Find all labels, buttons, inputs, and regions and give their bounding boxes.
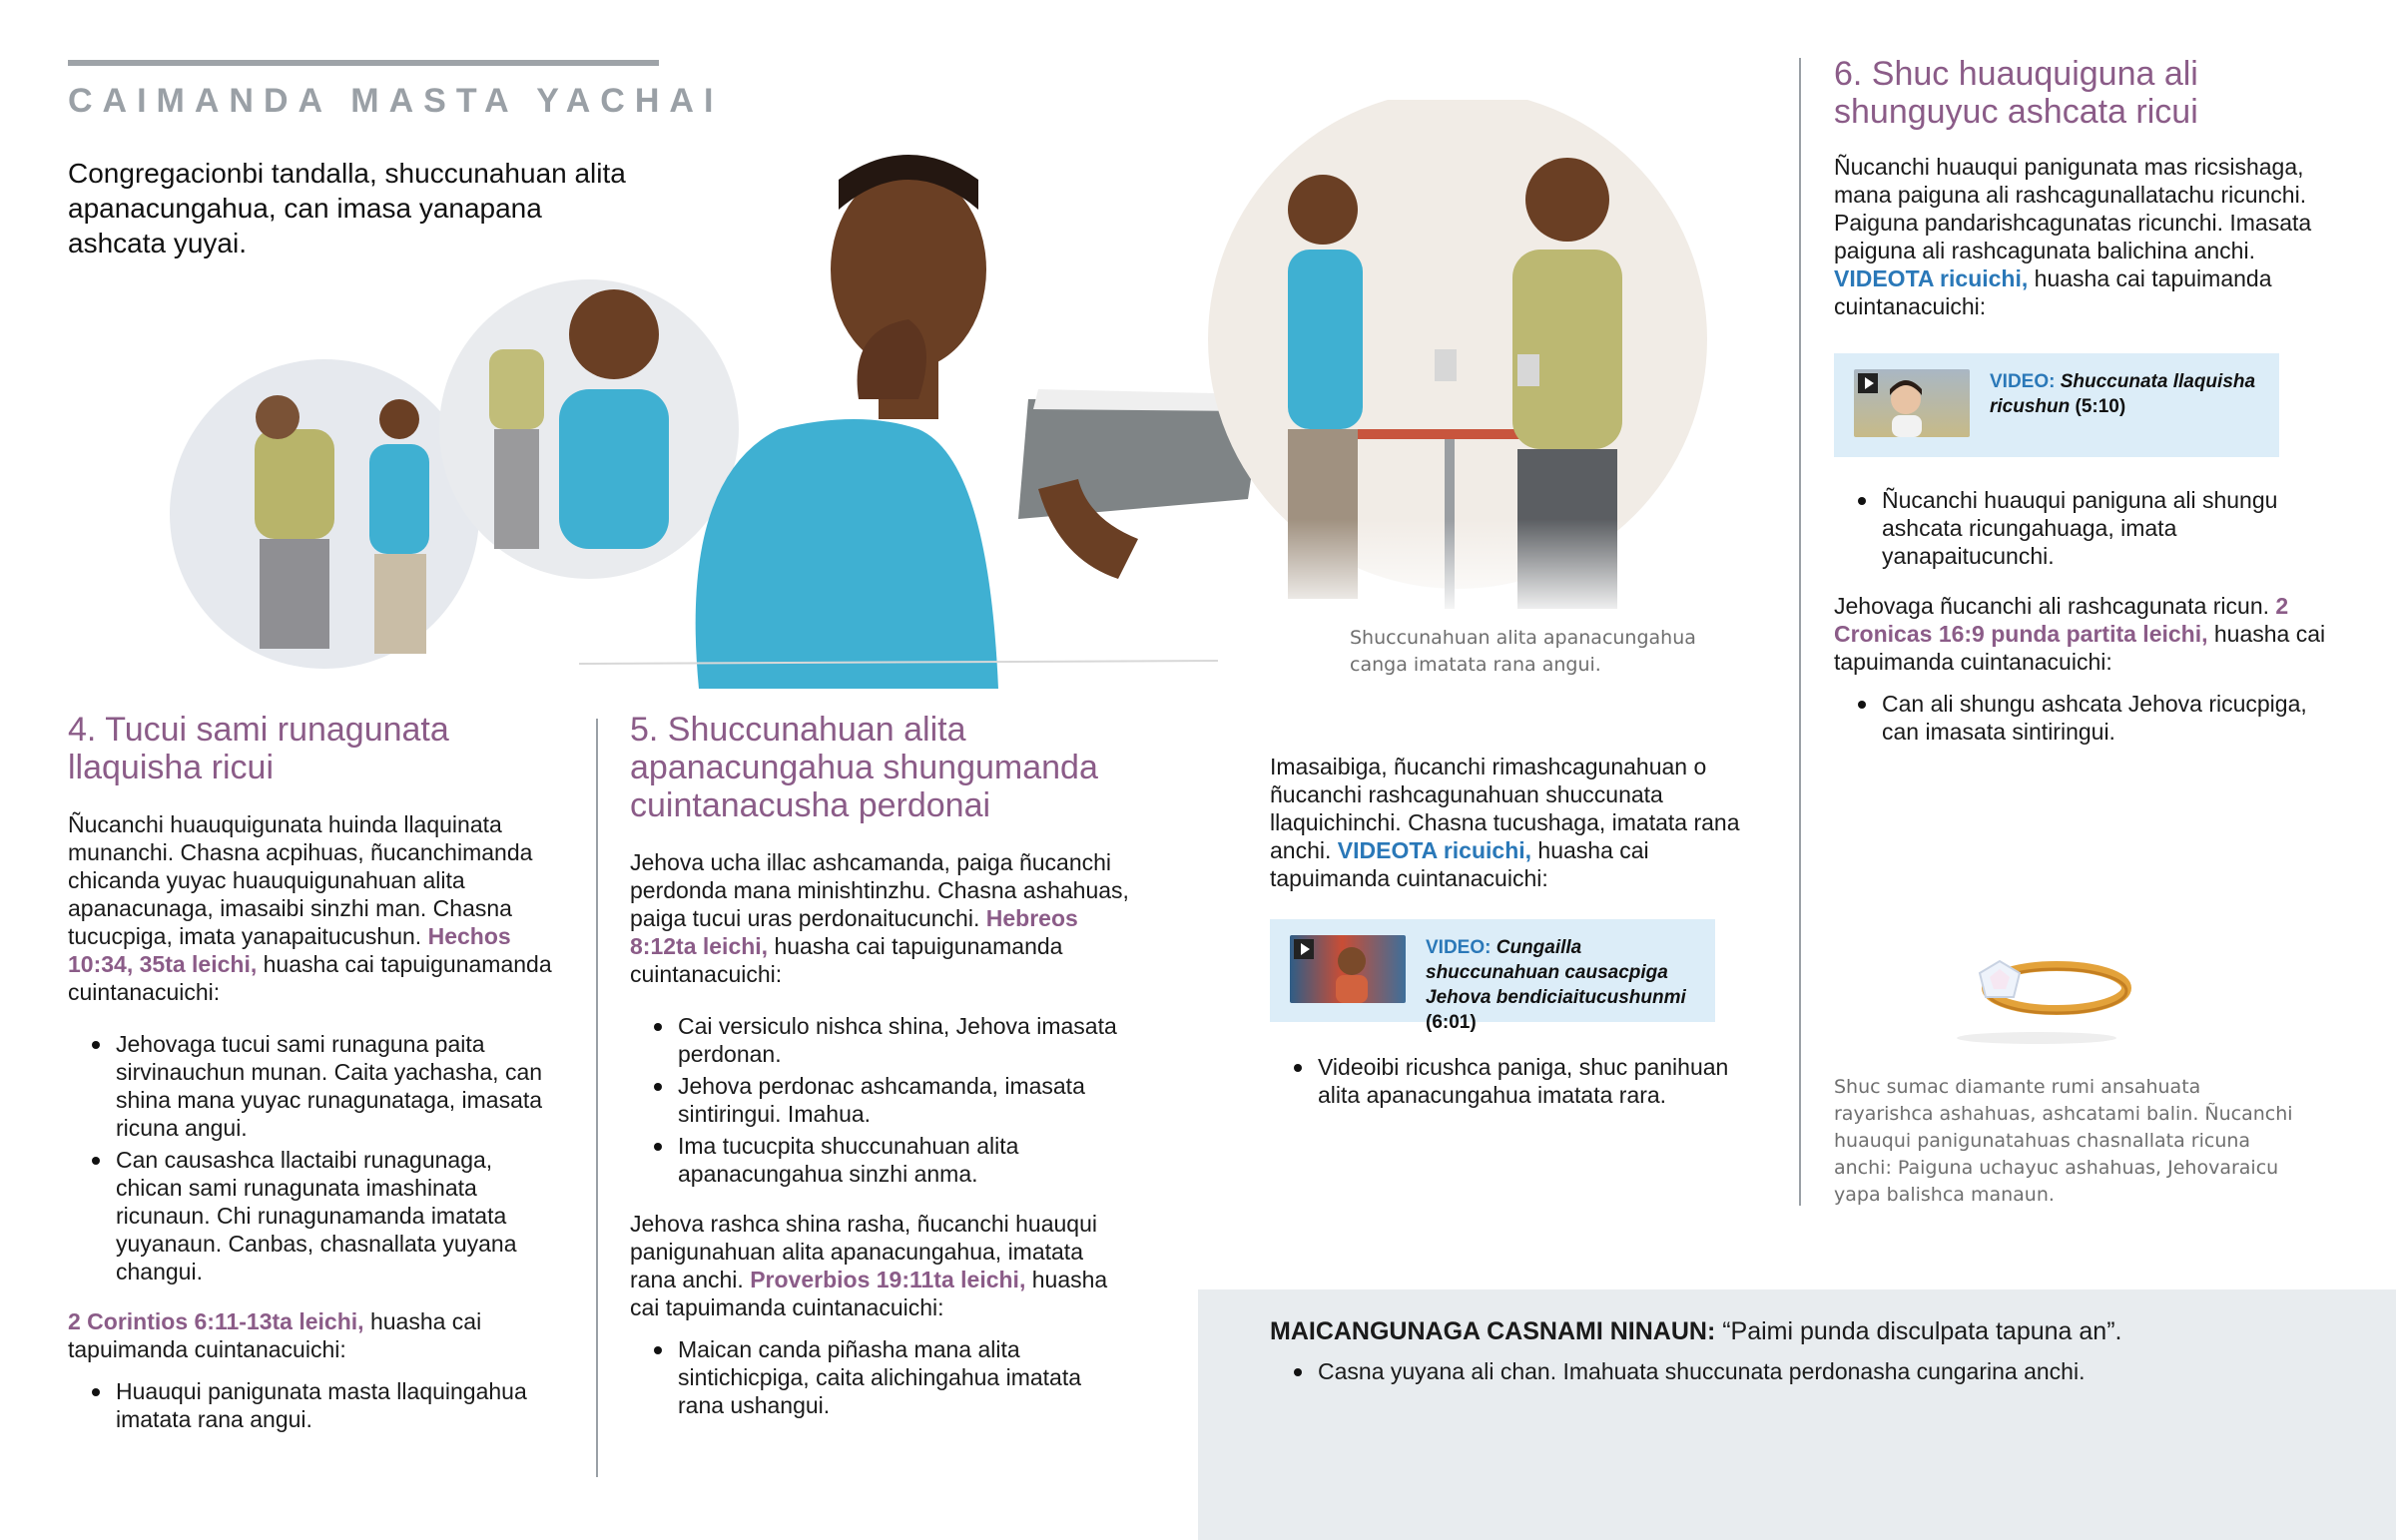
footer-label: MAICANGUNAGA CASNAMI NINAUN: [1270,1317,1716,1345]
illustration [160,100,1747,689]
list-item: Maican canda piñasha mana alita sintichicpiga, caita alichingahua imatata rana ushangui. [678,1335,1129,1419]
video-card-cungailla[interactable]: VIDEO: Cungailla shuccunahuan causacpiga Jehova bendiciaitucushunmi (6:01) [1270,919,1715,1022]
video-title: Shuccunata llaquisha ricushun [1990,371,2256,417]
section-5 [630,711,1129,1423]
video-link[interactable]: VIDEOTA ricuichi, [1337,837,1532,863]
illustration-caption: Shuccunahuan alita apanacungahua canga imatata rana angui. [1350,627,1696,676]
section-4-questions [68,1030,557,1285]
section-5-questions-2 [630,1335,1129,1419]
scene-circle-walking-away [439,279,739,579]
section-6-paragraph-2: Jehovaga ñucanchi ali rashcagunata ricun. 2 Cronicas 16:9 punda partita leichi, huasha cai tapuimanda cuintanacuichi: [1834,593,2326,675]
scripture-link[interactable]: Proverbios 19:11ta leichi, [750,1267,1026,1292]
list-item: Videoibi ricushca paniga, shuc panihuan alita apanacungahua imatata rara. [1318,1053,1759,1109]
section-6-paragraph: Ñucanchi huauqui panigunata mas ricsishaga, mana paiguna ali rashcagunallatachu ricunchi. Paiguna pandarishcagunatas ricunchi. Imasata paiguna ali rashcagunata balichina anchi. VIDEOTA ricuichi, huasha cai tapuimanda cuintanacuichi: [1834,154,2312,319]
page-title: CAIMANDA MASTA YACHAI [68,82,724,120]
section-5-paragraph-2: Jehova rashca shina rasha, ñucanchi huauqui panigunahuan alita apanacungahua, imatata rana anchi. Proverbios 19:11ta leichi, huasha cai tapuimanda cuintanacuichi: [630,1211,1108,1320]
section-4-paragraph: Ñucanchi huauquigunata huinda llaquinata munanchi. Chasna acpihuas, ñucanchimanda chicanda yuyac huauquigunahuan alita apanacunaga, imasaibi sinzhi man. Chasna tucucpiga, imata yanapaitucushun. Hechos 10:34, 35ta leichi, huasha cai tapuigunamanda cuintanacuichi: [68,811,552,1005]
list-item: Huauqui panigunata masta llaquingahua imatata rana angui. [116,1377,557,1433]
section-6-questions [1834,486,2333,570]
intro-text: Congregacionbi tandalla, shuccunahuan alita apanacungahua, can imasa yanapana ashcata yuyai. [68,158,626,258]
list-item: Can causashca llactaibi runagunaga, chican sami runagunata imashinata ricunaun. Chi runagunamanda imatata yuyanaun. Canbas, chasnallata yuyana changui. [116,1146,557,1285]
diamond-ring-image [1942,933,2141,1053]
section-4-questions-2 [68,1377,557,1433]
list-item: Can ali shungu ashcata Jehova ricucpiga, can imasata sintiringui. [1882,690,2333,746]
main-man-reading [696,155,1263,689]
section-6-heading: 6. Shuc huauquiguna ali shunguyuc ashcata ricui [1834,55,2198,131]
video-thumbnail [1290,935,1406,1003]
section-6-questions-2 [1834,690,2333,746]
scripture-link[interactable]: Hechos 10:34, 35ta leichi, [68,923,511,977]
section-4-paragraph-2: 2 Corintios 6:11-13ta leichi, huasha cai tapuimanda cuintanacuichi: [68,1308,482,1362]
column-divider [596,719,598,1477]
video-card-shuccunata[interactable]: VIDEO: Shuccunata llaquisha ricushun (5:10) [1834,353,2279,457]
list-item: Ñucanchi huauqui paniguna ali shungu ashcata ricungahuaga, imata yanapaitucunchi. [1882,486,2333,570]
scripture-link[interactable]: 2 Corintios 6:11-13ta leichi, [68,1308,364,1334]
section-4-heading: 4. Tucui sami runagunata llaquisha ricui [68,711,449,786]
scripture-link[interactable]: 2 Cronicas 16:9 punda partita leichi, [1834,593,2289,647]
section-5-questions [630,1012,1129,1188]
section-middle-questions [1270,1053,1759,1113]
section-6 [1834,55,2333,320]
section-middle-paragraph: Imasaibiga, ñucanchi rimashcagunahuan o ñucanchi rashcagunahuan shuccunata llaquichinchi. Chasna tucushaga, imatata rana anchi. VIDEOTA ricuichi, huasha cai tapuimanda cuintanacuichi: [1270,754,1740,891]
section-6-continued [1834,486,2333,750]
section-4 [68,711,557,1437]
list-item: Casna yuyana ali chan. Imahuata shuccunata perdonasha cungarina anchi. [1318,1357,2328,1385]
video-duration: (6:01) [1426,1012,1477,1033]
section-5-paragraph: Jehova ucha illac ashcamanda, paiga ñucanchi perdonda mana minishtinzhu. Chasna ashahuas, paiga tucui uras perdonaitucunchi. Hebreos 8:12ta leichi, huasha cai tapuigunamanda cuintanacuichi: [630,849,1129,987]
column-divider [1799,58,1801,1206]
video-thumbnail [1854,369,1970,437]
ring-caption: Shuc sumac diamante rumi ansahuata rayarishca ashahuas, ashcatami balin. Ñucanchi huauqui panigunatahuas chasnallata ricuna anchi: Paiguna uchayuc ashahuas, Jehovaraicu yapa balishca manaun. [1834,1076,2293,1206]
footer-quote: “Paimi punda disculpata tapuna an”. [1722,1317,2122,1345]
play-icon [1858,373,1878,393]
video-link[interactable]: VIDEOTA ricuichi, [1834,265,2029,291]
section-5-heading: 5. Shuccunahuan alita apanacungahua shungumanda cuintanacusha perdonai [630,711,1098,824]
scene-circle-reconciling [1198,100,1717,619]
list-item: Ima tucucpita shuccunahuan alita apanacungahua sinzhi anma. [678,1132,1129,1188]
video-duration: (5:10) [2075,396,2126,417]
list-item: Jehovaga tucui sami runaguna paita sirvinauchun munan. Caita yachasha, can shina mana yuyac runagunataga, imasata ricuna angui. [116,1030,557,1142]
scene-circle-argument [170,359,479,669]
scripture-link[interactable]: Hebreos 8:12ta leichi, [630,905,1078,959]
header-rule [68,60,659,66]
footer-box [1198,1289,2396,1540]
play-icon [1294,939,1314,959]
video-title: Cungailla shuccunahuan causacpiga Jehova bendiciaitucushunmi [1426,937,1686,1008]
list-item: Cai versiculo nishca shina, Jehova imasata perdonan. [678,1012,1129,1068]
list-item: Jehova perdonac ashcamanda, imasata sintiringui. Imahua. [678,1072,1129,1128]
